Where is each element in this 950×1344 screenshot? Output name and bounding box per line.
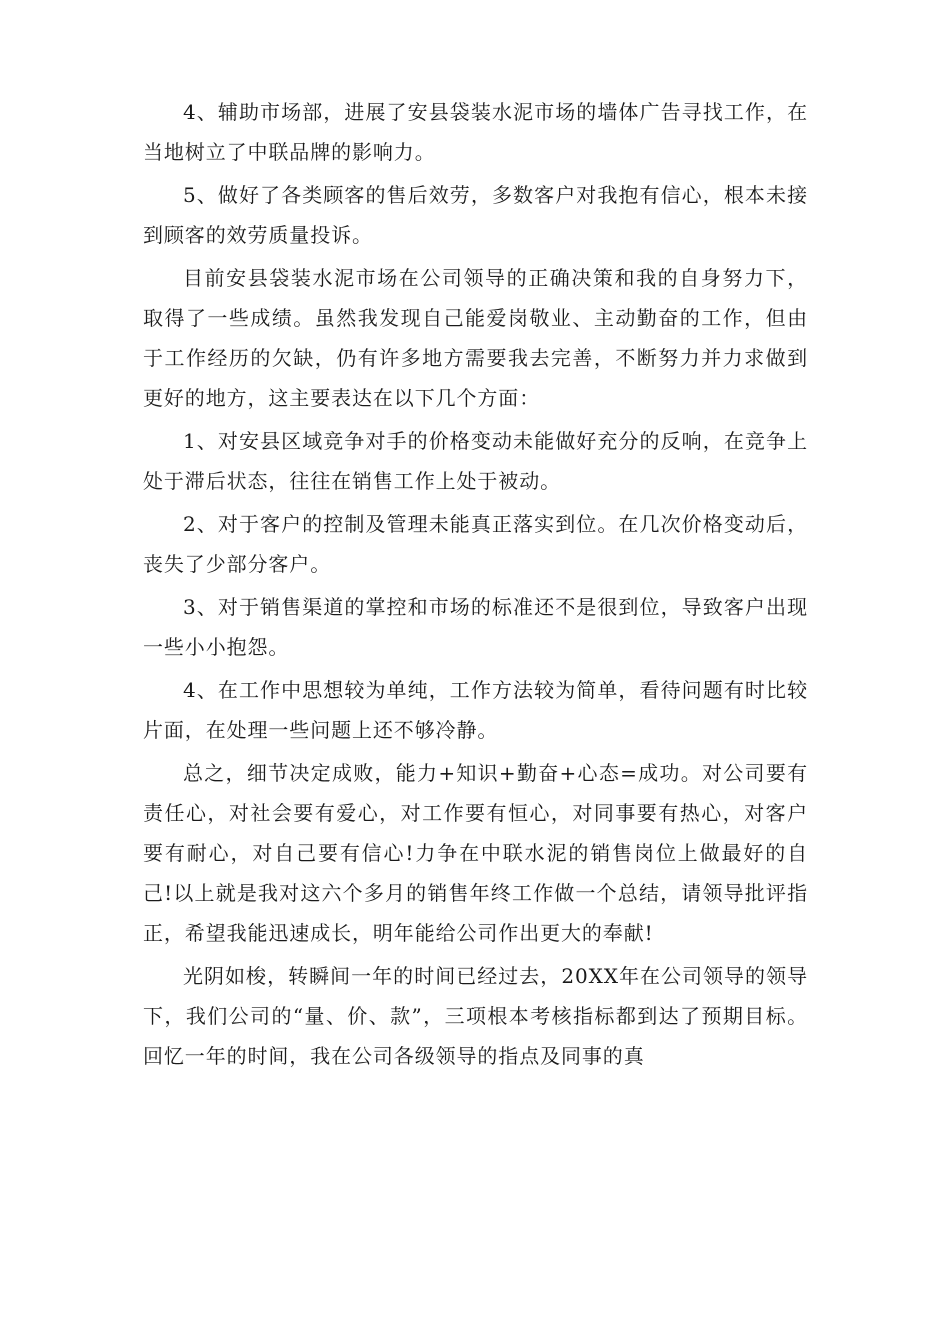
paragraph-market-status: 目前安县袋装水泥市场在公司领导的正确决策和我的自身努力下，取得了一些成绩。虽然我发现自己能爱岗敬业、主动勤奋的工作，但由于工作经历的欠缺，仍有许多地方需要我去完善，不断努力并力求做到更好的地方，这主要表达在以下几个方面： bbox=[143, 266, 808, 410]
paragraph-issue-3: 3、对于销售渠道的掌控和市场的标准还不是很到位，导致客户出现一些小小抱怨。 bbox=[143, 595, 808, 659]
paragraph-item-4-wall-ads: 4、辅助市场部，进展了安县袋装水泥市场的墙体广告寻找工作，在当地树立了中联品牌的影响力。 bbox=[143, 100, 808, 164]
paragraph-issue-1: 1、对安县区域竞争对手的价格变动未能做好充分的反响，在竞争上处于滞后状态，往往在销售工作上处于被动。 bbox=[143, 429, 808, 493]
paragraph-year-review: 光阴如梭，转瞬间一年的时间已经过去，20XX年在公司领导的领导下，我们公司的“量、价、款”，三项根本考核指标都到达了预期目标。回忆一年的时间，我在公司各级领导的指点及同事的真 bbox=[143, 964, 808, 1068]
document-body bbox=[143, 92, 808, 1079]
paragraph-issue-2: 2、对于客户的控制及管理未能真正落实到位。在几次价格变动后，丧失了少部分客户。 bbox=[143, 512, 808, 576]
paragraph-item-5-after-sales: 5、做好了各类顾客的售后效劳，多数客户对我抱有信心，根本未接到顾客的效劳质量投诉。 bbox=[143, 183, 808, 247]
paragraph-issue-4: 4、在工作中思想较为单纯，工作方法较为简单，看待问题有时比较片面，在处理一些问题上还不够冷静。 bbox=[143, 678, 808, 742]
paragraph-summary: 总之，细节决定成败，能力+知识+勤奋+心态=成功。对公司要有责任心，对社会要有爱心，对工作要有恒心，对同事要有热心，对客户要有耐心，对自己要有信心!力争在中联水泥的销售岗位上做最好的自己!以上就是我对这六个多月的销售年终工作做一个总结，请领导批评指正，希望我能迅速成长，明年能给公司作出更大的奉献! bbox=[143, 761, 808, 945]
